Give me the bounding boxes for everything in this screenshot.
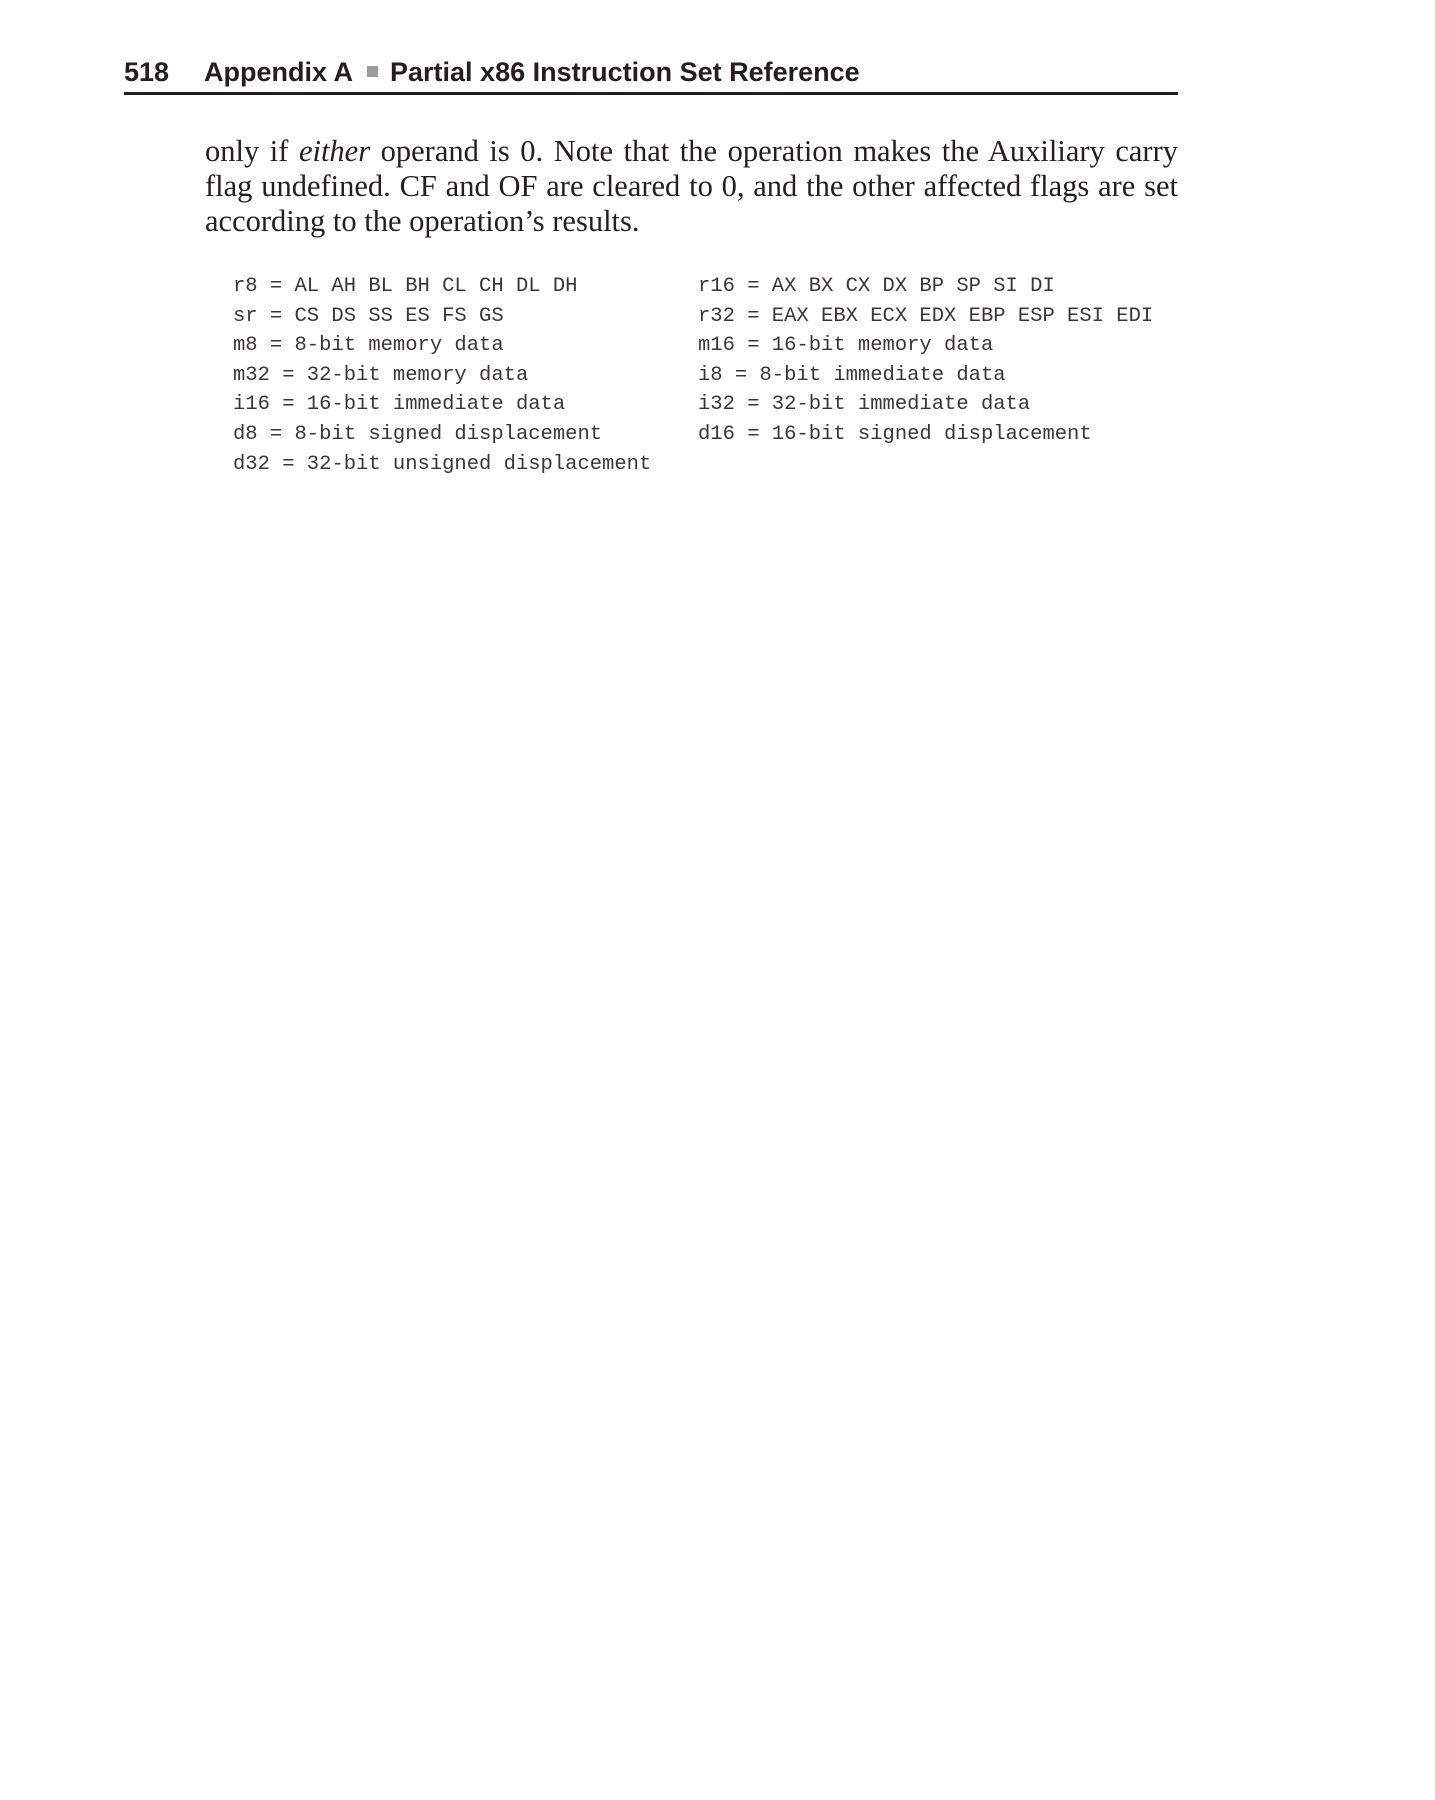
chapter-label: Appendix A (204, 57, 354, 87)
paragraph-text-start: only if (205, 134, 299, 168)
legend-entry (698, 450, 1183, 480)
running-head (124, 52, 1178, 95)
emphasis-text: either (298, 134, 371, 168)
legend-row (233, 331, 1183, 361)
legend-entry: m8 = 8-bit memory data (233, 334, 504, 358)
operand-legend (233, 272, 1183, 479)
paragraph-text-end: operand is 0. Note that the operation makes the Auxiliary carry flag undefined. CF and OF are cleared to 0, and the other affected flags are set according to the operation’s results. (205, 134, 1178, 238)
section-title: Partial x86 Instruction Set Reference (390, 57, 860, 87)
square-bullet-icon (367, 66, 378, 77)
legend-entry: d8 = 8-bit signed displacement (233, 422, 603, 446)
legend-row (233, 361, 1183, 391)
legend-row (233, 272, 1183, 302)
legend-entry: d32 = 32-bit unsigned displacement (233, 452, 652, 476)
legend-row (233, 390, 1183, 420)
page-number: 518 (124, 57, 170, 87)
legend-entry: r16 = AX BX CX DX BP SP SI DI (698, 275, 1055, 298)
legend-entry: i8 = 8-bit immediate data (698, 363, 1006, 387)
legend-row (233, 420, 1183, 450)
legend-row (233, 450, 1183, 480)
legend-entry: m32 = 32-bit memory data (233, 363, 529, 387)
legend-entry: m16 = 16-bit memory data (698, 334, 994, 358)
legend-entry: r8 = AL AH BL BH CL CH DL DH (233, 275, 578, 298)
body-paragraph (205, 134, 1178, 239)
legend-entry: r32 = EAX EBX ECX EDX EBP ESP ESI EDI (698, 304, 1154, 328)
legend-entry: i32 = 32-bit immediate data (698, 393, 1031, 417)
legend-row (233, 302, 1183, 332)
legend-entry: d16 = 16-bit signed displacement (698, 422, 1092, 446)
legend-entry: sr = CS DS SS ES FS GS (233, 304, 504, 328)
legend-entry: i16 = 16-bit immediate data (233, 393, 566, 417)
